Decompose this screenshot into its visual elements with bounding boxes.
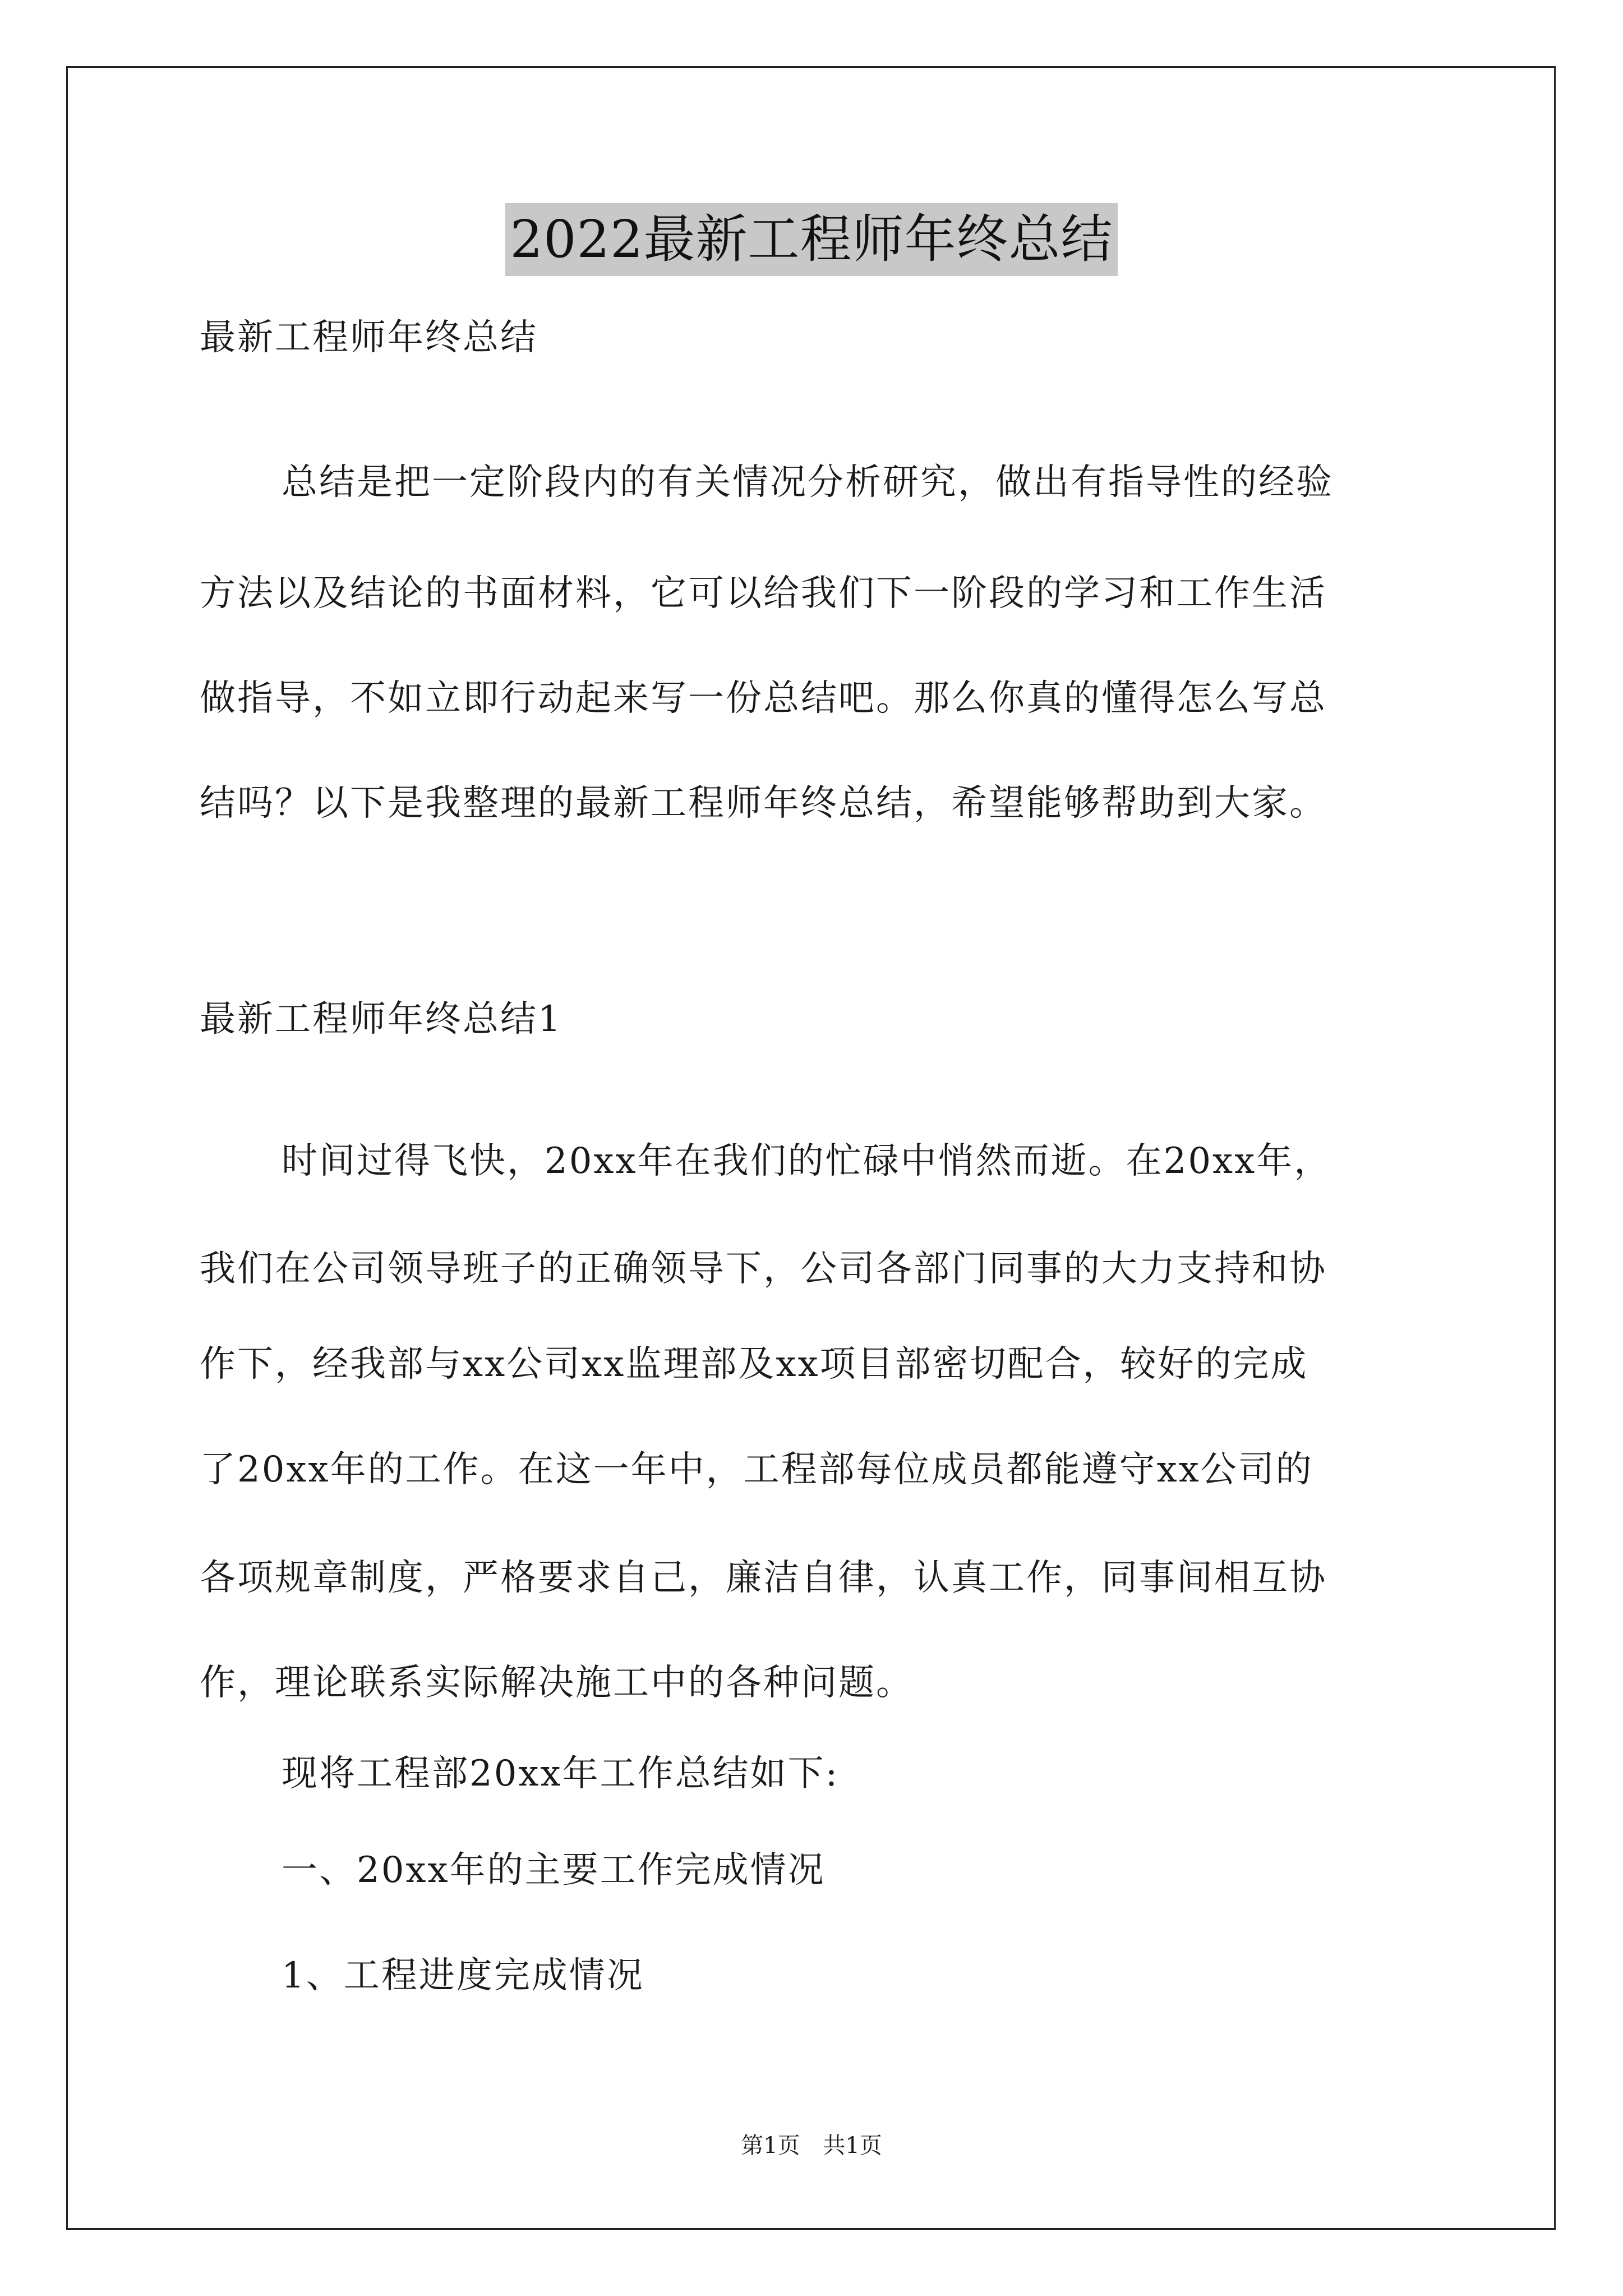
paragraph-line: 结吗？以下是我整理的最新工程师年终总结，希望能够帮助到大家。 <box>200 783 1327 824</box>
page-number: 第1页 <box>741 2133 800 2159</box>
title-container <box>0 203 1623 276</box>
document-title: 2022最新工程师年终总结 <box>505 203 1117 276</box>
list-item: 1、工程进度完成情况 <box>282 1955 644 1996</box>
paragraph-line: 现将工程部20xx年工作总结如下: <box>282 1753 840 1795</box>
list-heading: 一、20xx年的主要工作完成情况 <box>282 1849 826 1891</box>
paragraph-line: 做指导，不如立即行动起来写一份总结吧。那么你真的懂得怎么写总 <box>200 678 1327 719</box>
paragraph-line: 时间过得飞快，20xx年在我们的忙碌中悄然而逝。在20xx年， <box>282 1140 1332 1182</box>
page-footer <box>0 2132 1623 2160</box>
section-heading: 最新工程师年终总结 <box>200 317 538 358</box>
paragraph-line: 我们在公司领导班子的正确领导下，公司各部门同事的大力支持和协 <box>200 1248 1327 1290</box>
page-total: 共1页 <box>823 2133 882 2159</box>
section-heading: 最新工程师年终总结1 <box>200 999 562 1040</box>
paragraph-line: 方法以及结论的书面材料，它可以给我们下一阶段的学习和工作生活 <box>200 573 1327 614</box>
paragraph-line: 各项规章制度，严格要求自己，廉洁自律，认真工作，同事间相互协 <box>200 1557 1327 1599</box>
paragraph-line: 作，理论联系实际解决施工中的各种问题。 <box>200 1662 914 1704</box>
paragraph-line: 总结是把一定阶段内的有关情况分析研究，做出有指导性的经验 <box>282 462 1334 503</box>
paragraph-line: 作下，经我部与xx公司xx监理部及xx项目部密切配合，较好的完成 <box>200 1343 1308 1385</box>
paragraph-line: 了20xx年的工作。在这一年中，工程部每位成员都能遵守xx公司的 <box>200 1449 1313 1490</box>
